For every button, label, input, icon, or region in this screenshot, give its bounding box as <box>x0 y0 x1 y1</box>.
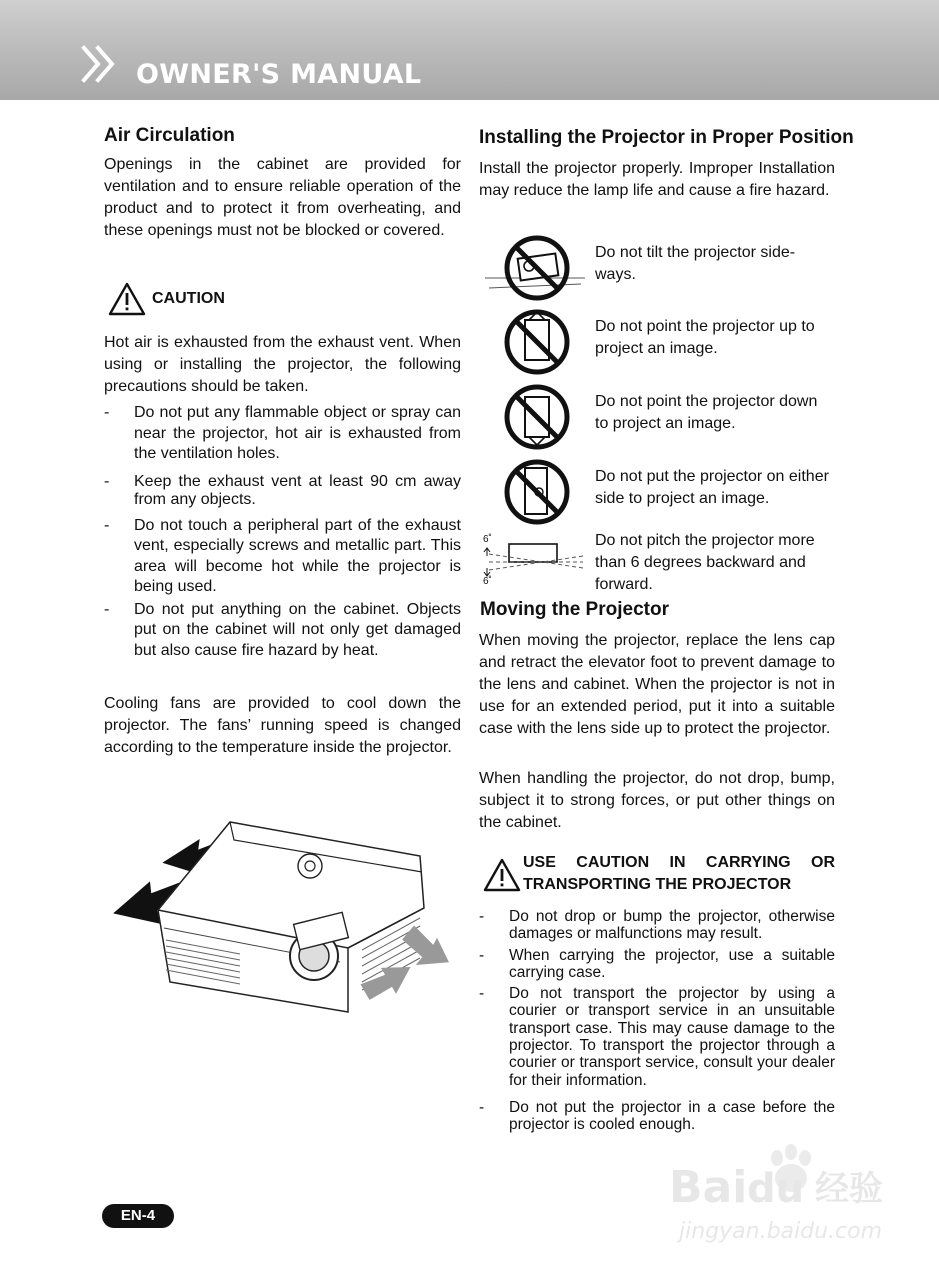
list-item: - Do not touch a peripheral part of the exhaust vent, especially screws and metallic part. This area will become hot while the projector is being used. <box>104 516 461 595</box>
angle-label-top: 6˚ <box>483 534 492 545</box>
angle-label-bottom: 6˚ <box>483 576 492 587</box>
prohibition-text: Do not put the projector on either side to project an image. <box>595 468 829 507</box>
air-circulation-text: Openings in the cabinet are provided for ventilation and to ensure reliable operation of the product and to protect it from overheating, and these openings must not be blocked or covered. <box>104 156 461 239</box>
projector-airflow-illustration <box>104 800 460 1035</box>
list-item: - Do not transport the projector by using a courier or transport service in an unsuitable transport case. This may cause damage to the projector. To transport the projector through a courier or transport service, consult your dealer for their information. <box>479 985 835 1089</box>
cooling-fans-text: Cooling fans are provided to cool down the projector. The fans’ running speed is changed according to the temperature inside the projector. <box>104 695 461 756</box>
caution-block <box>108 282 225 316</box>
list-item: - Keep the exhaust vent at least 90 cm away from any objects. <box>104 472 461 508</box>
svg-text:经验: 经验 <box>815 1169 883 1209</box>
baidu-watermark <box>665 1140 895 1270</box>
precaution-list <box>104 403 461 661</box>
svg-text:du: du <box>747 1166 805 1212</box>
warning-icon <box>483 858 521 892</box>
manual-title: OWNER'S MANUAL <box>136 59 422 90</box>
list-item: - Do not put anything on the cabinet. Objects put on the cabinet will not only get damaged but also cause fire hazard by heat. <box>104 600 461 659</box>
no-point-up-icon <box>481 308 591 378</box>
prohibition-on-side <box>479 458 835 528</box>
moving-text: When moving the projector, replace the lens cap and retract the elevator foot to prevent damage to the lens and cabinet. When the projector is not in use for an extended period, put it into a suitable case with the lens side up to protect the projector. <box>479 632 835 737</box>
carrying-caution-label-line1: USE CAUTION IN CARRYING OR <box>523 854 835 871</box>
hot-air-text: Hot air is exhausted from the exhaust vent. When using or installing the projector, the following precautions should be taken. <box>104 334 461 395</box>
carrying-caution-block <box>483 852 835 896</box>
page-number-badge: EN-4 <box>102 1204 174 1228</box>
svg-text:Bai: Bai <box>669 1162 748 1213</box>
prohibition-point-down <box>479 383 835 453</box>
prohibition-text: Do not point the projector up to project an image. <box>595 318 815 357</box>
pitch-angle-diagram <box>479 534 589 592</box>
carrying-list <box>479 908 835 1134</box>
caution-label: CAUTION <box>152 290 225 307</box>
no-tilt-icon <box>481 234 591 304</box>
prohibition-point-up <box>479 308 835 378</box>
moving-heading: Moving the Projector <box>480 599 669 620</box>
carrying-caution-label-line2: TRANSPORTING THE PROJECTOR <box>523 876 792 893</box>
page-header <box>0 0 939 100</box>
prohibition-text: Do not pitch the projector more than 6 degrees backward and forward. <box>595 532 815 593</box>
air-circulation-heading: Air Circulation <box>104 125 235 146</box>
handling-text: When handling the projector, do not drop, bump, subject it to strong forces, or put other things on the cabinet. <box>479 770 835 831</box>
installing-heading: Installing the Projector in Proper Position <box>479 127 854 148</box>
list-item: - Do not put any flammable object or spray can near the projector, hot air is exhausted from the ventilation holes. <box>104 404 461 462</box>
no-on-side-icon <box>481 458 591 528</box>
list-item: - When carrying the projector, use a suitable carrying case. <box>479 946 835 981</box>
prohibition-text: Do not tilt the projector side-ways. <box>595 244 796 283</box>
installing-text: Install the projector properly. Improper Installation may reduce the lamp life and cause a fire hazard. <box>479 160 835 199</box>
prohibition-text: Do not point the projector down to project an image. <box>595 393 818 432</box>
warning-icon <box>108 282 146 316</box>
no-point-down-icon <box>481 383 591 453</box>
svg-text:jingyan.baidu.com: jingyan.baidu.com <box>679 1219 883 1244</box>
prohibition-tilt-sideways <box>479 234 835 304</box>
double-chevron-icon <box>80 44 122 84</box>
list-item: - Do not drop or bump the projector, otherwise damages or malfunctions may result. <box>479 908 835 943</box>
prohibition-pitch <box>479 528 835 594</box>
list-item: - Do not put the projector in a case before the projector is cooled enough. <box>479 1098 835 1134</box>
